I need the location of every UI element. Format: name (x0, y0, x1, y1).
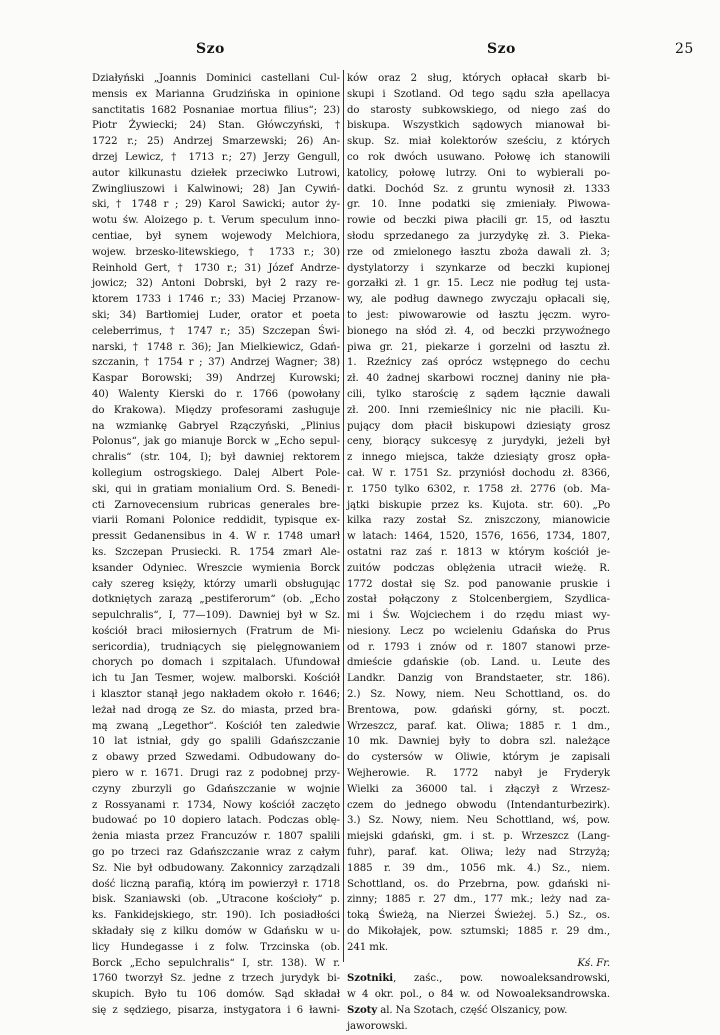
text-line: 1772 dostał się Sz. pod panowanie pruskie i (347, 578, 610, 590)
text-line: toką Świeżą, na Nierzei Świeżej. 5.) Sz., os. (347, 910, 610, 922)
text-line: bionego na słód zł. 4, od beczki przywoźnego (347, 325, 610, 337)
text-line: został połączony z Stolcenbergiem, Szydlica- (347, 594, 610, 606)
text-line: viarii Romani Polonice reddidit, typisque ex- (92, 515, 340, 527)
text-line: mą zwaną „Legethor“. Kościół ten zaledwie (92, 720, 340, 732)
text-line: dość liczną parafią, którą im powierzył r. 1718 (92, 878, 340, 890)
text-line: 1722 r.; 25) Andrzej Smarzewski; 26) An- (92, 136, 340, 148)
text-line: narski, † 1748 r. 36); Jan Mielkiewicz, Gdań- (92, 341, 340, 353)
text-line: Szoty al. Na Szotach, część Olszanicy, pow. (347, 1004, 568, 1017)
text-line: zł. 40 żadnej skarbowi rocznej daniny nie pła- (347, 373, 610, 385)
text-line: Działyński „Joannis Dominici castellani Cul- (92, 73, 340, 84)
text-line: niesiony. Lecz po wcieleniu Gdańska do Prus (347, 625, 610, 637)
right-text-column (347, 71, 610, 1032)
text-line: 3.) Sz. Nowy, niem. Neu Schottland, wś, pow. (347, 815, 610, 827)
text-line: na wzmiankę Gabryel Rzączyński, „Plinius (92, 420, 340, 432)
text-line: Piotr Żywiecki; 24) Stan. Główczyński, † (92, 120, 340, 132)
text-line: bisk. Szaniawski (ob. „Utracone kościoły“ p. (92, 894, 340, 906)
text-line: piwa gr. 21, piekarze i gorzelni od łasztu zł. (347, 341, 610, 353)
text-line: Wrzeszcz, paraf. kat. Oliwa; 1885 r. 1 dm., (347, 720, 610, 732)
text-line: z obawy przed Szwedami. Odbudowany do- (92, 752, 340, 764)
text-line: Kaspar Borowski; 39) Andrzej Kurowski; (92, 373, 340, 385)
text-line: 241 mk. (347, 941, 389, 953)
text-line: skupi i Szotland. Od tego sądu szła apellacya (347, 88, 610, 100)
text-line: 1. Rzeźnicy zaś oprócz wstępnego do cechu (347, 357, 610, 369)
text-line: Sz. Nie był odbudowany. Zakonnicy zarządzali (92, 862, 340, 874)
text-line: składały się z kilku domów w Gdańsku w u- (92, 926, 340, 938)
text-line: chorych po domach i szpitalach. Ufundował (92, 657, 340, 669)
text-line: cały szereg księży, którzy umarli obsługując (92, 578, 340, 590)
text-line: mi i Św. Wojciechem i do rzędu miast wy- (347, 610, 610, 622)
text-line: zł. 200. Inni rzemieślnicy nic nie płacili. Ku- (347, 404, 610, 416)
text-line: kilka razy został Sz. zniszczony, mianowicie (347, 515, 610, 527)
text-line: rowie od beczki piwa płacili gr. 15, od łasztu (347, 215, 610, 227)
text-line: dotkniętych zarazą „pestiferorum“ (ob. „Echo (92, 594, 340, 606)
text-line: cili, tylko starościę z sądem łącznie dawali (347, 388, 610, 400)
text-line: ostatni raz zaś r. 1813 w którym kościół je- (347, 546, 610, 558)
text-line: ktorem 1733 i 1746 r.; 33) Maciej Przanow- (92, 294, 340, 306)
text-line: pressit Gedanensibus in 4. W r. 1748 umarł (92, 531, 340, 543)
text-line: ich tu Jan Tesmer, wojew. malborski. Kościół (92, 673, 340, 685)
text-line: zinny; 1885 r. 27 dm., 177 mk.; leży nad za- (347, 894, 610, 906)
text-line: Landkr. Danzig von Brandstaeter, str. 186). (347, 673, 610, 685)
text-line: się z sędziego, pisarza, instygatora i 6 ławni- (92, 1005, 340, 1017)
text-line: czyny zburzyli go Gdańszczanie w wojnie (92, 783, 340, 795)
text-line: do Krakowa). Między profesorami zasługuje (92, 404, 340, 416)
text-line: gr. 10. Inne podatki się zmieniały. Piwowa- (347, 199, 610, 211)
text-line: mensis ex Marianna Grudzińska in opinione (92, 88, 340, 100)
text-line: kościół braci miłosiernych (Fratrum de Mi- (92, 625, 340, 637)
text-line: centiae, był synem wojewody Melchiora, (92, 230, 340, 242)
text-line: słodu sprzedanego za jurzydykę zł. 3. Pieka- (347, 230, 610, 242)
text-line: wojew. brzesko-litewskiego, † 1733 r.; 30) (92, 246, 340, 258)
text-line: w 4 okr. pol., o 84 w. od Nowoaleksandrowska. (347, 989, 610, 1001)
text-line: cti Zarnovecensium rubricas generales bre- (92, 499, 340, 511)
text-line: ski, qui in gratiam monialium Ord. S. Benedi- (92, 483, 340, 495)
text-line: 2.) Sz. Nowy, niem. Neu Schottland, os. do (347, 689, 610, 701)
text-line: skup. Sz. miał kolektorów sześciu, z których (347, 136, 610, 148)
text-line: czem do jednego obwodu (Intendanturbezirk). (347, 799, 610, 811)
text-line: Borck „Echo sepulchralis“ I, str. 138). W r. (92, 957, 340, 969)
text-line: budować po 10 dopiero latach. Podczas oblę- (92, 815, 340, 827)
text-line: 40) Walenty Kierski do r. 1766 (powołany (92, 388, 340, 400)
text-line: rze od zmielonego łasztu zboża dawali zł. 3; (347, 246, 610, 258)
text-line: ceny, biorący sukcesyę z jurydyki, jeżeli był (347, 436, 610, 448)
text-line: 10 mk. Dawniej były to dobra szl. należące (347, 736, 610, 748)
text-line: Zwingliuszowi i Kalwinowi; 28) Jan Cywiń- (92, 183, 340, 195)
text-line: Wielki za 36000 tal. i złączył z Wrzesz- (347, 783, 610, 795)
text-line: jątki biskupie przez ks. Kujota. str. 60). „Po (347, 499, 610, 511)
text-line: żenia miasta przez Francuzów r. 1807 spalili (92, 831, 340, 843)
text-line: 10 lat istniał, gdy go spalili Gdańszczanie (92, 736, 340, 748)
text-line: datki. Dochód Sz. z gruntu wynosił zł. 1333 (347, 183, 610, 195)
text-line: jowicz; 32) Antoni Dobrski, był 2 razy re- (92, 278, 340, 290)
text-line: Kś. Fr. (577, 957, 610, 969)
text-line: i klasztor stanął jego nakładem około r. 1646; (92, 689, 340, 701)
text-line: do starosty subkowskiego, od niego zaś do (347, 104, 610, 116)
text-line: wy, ale podług dawnego zwyczaju opłacali się, (347, 294, 610, 306)
left-text-column (92, 71, 340, 1017)
text-line: z innego miejsca, także dziesiąty grosz opła- (347, 452, 610, 464)
text-line: chralis“ (str. 104, I); był dawniej rektorem (92, 452, 340, 464)
text-line: szczanin, † 1754 r ; 37) Andrzej Wagner; 38) (92, 357, 340, 369)
text-line: co rok dwóch usuwano. Połowę ich stanowili (347, 151, 610, 163)
text-line: ków oraz 2 sług, których opłacał skarb bi- (347, 73, 610, 84)
text-line: od r. 1793 i znów od r. 1807 stanowi prze- (347, 641, 610, 653)
text-line: do cystersów w Oliwie, którym je zapisali (347, 752, 610, 764)
text-line: ski, † 1748 r ; 29) Karol Sawicki; autor ży- (92, 199, 340, 211)
text-line: jaworowski. (347, 1020, 408, 1032)
text-line: do Mikołajek, pow. sztumski; 1885 r. 29 dm., (347, 926, 610, 938)
page-number: 25 (675, 41, 694, 57)
text-line: celeberrimus, † 1747 r.; 35) Szczepan Świ- (92, 325, 340, 337)
text-line: drzej Lewicz, † 1713 r.; 27) Jerzy Gengull, (92, 151, 340, 163)
text-line: katolicy, połowę lutrzy. Oni to wybierali po- (347, 167, 610, 179)
text-line: piero w r. 1671. Drugi raz z podobnej przy- (92, 768, 340, 780)
text-line: autor kilkunastu dziełek przeciwko Lutrowi, (92, 167, 340, 179)
text-line: wotu św. Aloizego p. t. Verum speculum inno- (92, 215, 340, 227)
text-line: dmieście gdańskie (ob. Land. u. Leute des (347, 657, 610, 669)
text-line: w latach: 1464, 1520, 1576, 1656, 1734, 1807, (347, 531, 610, 543)
text-line: cał. W r. 1751 Sz. przyniósł dochodu zł. 8366, (347, 467, 610, 479)
text-line: Polonus“, jak go mianuje Borck w „Echo sepul- (92, 436, 340, 448)
text-line: sepulchralis“, I, 77—109). Dawniej był w Sz. (92, 610, 340, 622)
text-line: zuitów podczas oblężenia utracił wieżę. R. (347, 562, 610, 574)
text-line: pujący dom płacił biskupowi dziesiąty grosz (347, 420, 610, 432)
text-line: Szotniki, zaśc., pow. nowoaleksandrowski, (347, 972, 610, 985)
text-line: kollegium ostrogskiego. Dalej Albert Pole- (92, 467, 340, 479)
text-line: skupich. Było tu 106 domów. Sąd składał (92, 989, 340, 1001)
text-line: leżał nad drogą ze Sz. do miasta, przed bra- (92, 704, 340, 716)
text-line: ski; 34) Bartłomiej Luder, orator et poeta (92, 309, 340, 321)
text-line: to jest: piwowarowie od łasztu jęczm. wyro- (347, 309, 610, 321)
text-line: fuhr), paraf. kat. Oliwa; leży nad Strzyżą; (347, 847, 610, 859)
text-line: dystylatorzy i szynkarze od beczki kupionej (347, 262, 610, 274)
text-line: Wejherowie. R. 1772 nabył je Fryderyk (347, 768, 610, 780)
column-divider (343, 70, 344, 962)
running-head-left: Szo (196, 41, 225, 57)
text-line: Reinhold Gert, † 1730 r.; 31) Józef Andrze- (92, 262, 340, 274)
text-line: gorzałki zł. 1 gr. 15. Lecz nie podług tej usta- (347, 278, 610, 290)
text-line: ks. Szczepan Prusiecki. R. 1754 zmarł Ale- (92, 546, 340, 558)
text-line: ksander Odyniec. Wreszcie wymienia Borck (92, 562, 340, 574)
text-line: licy Hundegasse i z folw. Trzcinska (ob. (92, 941, 340, 953)
text-line: Schottland, os. do Przebrna, pow. gdański ni- (347, 878, 610, 890)
text-line: 1760 tworzył Sz. jedne z trzech jurydyk bi- (92, 973, 340, 985)
text-line: sanctitatis 1682 Posnaniae mortua filius“; 23) (92, 104, 340, 116)
text-line: go po trzeci raz Gdańszczanie wraz z całym (92, 847, 340, 859)
text-line: sericordia), trudniących się pielęgnowaniem (92, 641, 340, 653)
text-line: miejski gdański, gm. i st. p. Wrzeszcz (Lang- (347, 831, 610, 843)
text-line: r. 1750 tylko 6302, r. 1758 zł. 2776 (ob. Ma- (347, 483, 610, 495)
running-head-right: Szo (487, 41, 516, 57)
text-line: Brentowa, pow. gdański górny, st. poczt. (347, 704, 610, 716)
text-line: ks. Fankidejskiego, str. 190). Ich posiadłości (92, 910, 340, 922)
text-line: 1885 r. 39 dm., 1056 mk. 4.) Sz., niem. (347, 862, 610, 874)
text-line: z Rossyanami r. 1734, Nowy kościół zaczęto (92, 799, 340, 811)
text-line: biskupa. Wszystkich sądowych mianował bi- (347, 120, 610, 132)
